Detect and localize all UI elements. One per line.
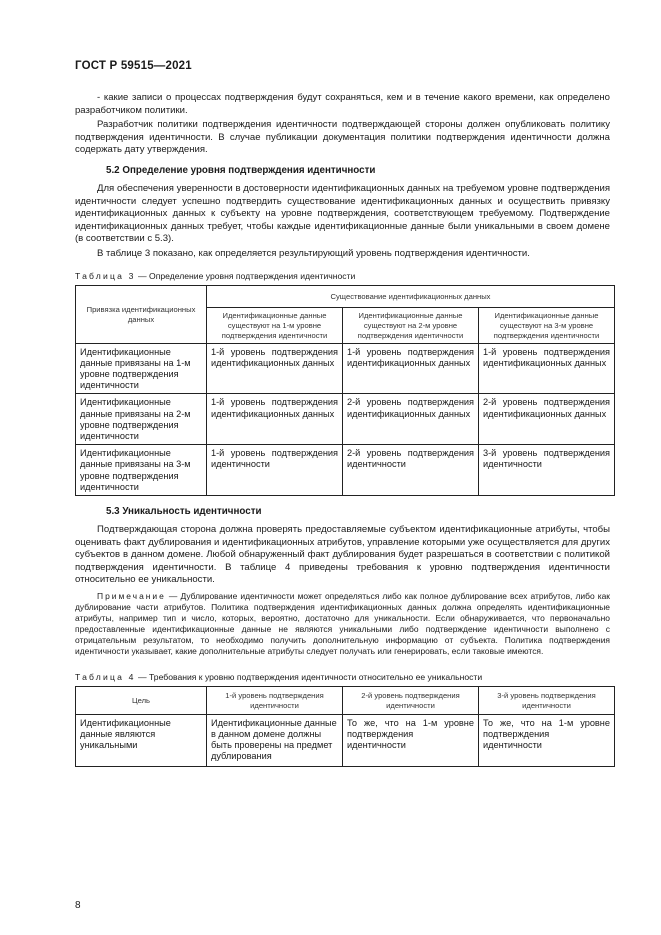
table-caption-label: Таблица 4 — [75, 671, 136, 682]
table-row — [76, 714, 615, 766]
page-number: 8 — [75, 900, 81, 911]
table-header-cell: Привязка идентификационных данных — [76, 285, 207, 343]
table-row-label: Идентификационные данные привязаны на 2-м уровне подтверждения идентичности — [76, 394, 207, 445]
table-row — [76, 445, 615, 496]
table-cell: Идентификационные данные в данном домене должны быть проверены на предмет дублирования — [207, 714, 343, 766]
table-cell: 1-й уровень подтверждения идентичности — [207, 445, 343, 496]
table-caption — [75, 672, 610, 682]
table-cell: 2-й уровень подтверждения идентификационных данных — [343, 394, 479, 445]
section-heading: 5.2 Определение уровня подтверждения идентичности — [106, 164, 376, 176]
table-header-cell: Идентификационные данные существуют на 1-м уровне подтверждения идентичности — [207, 307, 343, 343]
table-cell: 1-й уровень подтверждения идентификационных данных — [479, 343, 615, 394]
table-cell: 1-й уровень подтверждения идентификационных данных — [207, 394, 343, 445]
page-content — [75, 92, 610, 767]
paragraph: В таблице 3 показано, как определяется результирующий уровень подтверждения идентичности. — [97, 247, 530, 259]
table-header-cell: 2-й уровень подтверждения идентичности — [343, 686, 479, 714]
table-header-cell: 3-й уровень подтверждения идентичности — [479, 686, 615, 714]
table-header-cell: 1-й уровень подтверждения идентичности — [207, 686, 343, 714]
paragraph: - какие записи о процессах подтверждения будут сохраняться, кем и в течение какого времени, как определено разработчиком политики. — [75, 92, 610, 116]
table-cell: То же, что на 1-м уровне подтверждения идентичности — [479, 714, 615, 766]
section-heading: 5.3 Уникальность идентичности — [106, 505, 262, 517]
document-code: ГОСТ Р 59515—2021 — [75, 60, 192, 72]
note-paragraph — [75, 591, 610, 658]
table-cell: 2-й уровень подтверждения идентификационных данных — [479, 394, 615, 445]
table-header-cell: Идентификационные данные существуют на 2-м уровне подтверждения идентичности — [343, 307, 479, 343]
table-row-label: Идентификационные данные привязаны на 1-м уровне подтверждения идентичности — [76, 343, 207, 394]
table-row — [76, 343, 615, 394]
paragraph: Подтверждающая сторона должна проверять предоставляемые субъектом идентификационные атрибуты, чтобы оценивать факт дублирования и идентификационных атрибутов, управление которыми уже осуществляется для других субъектов в данном домене. Любой обнаруженный факт дублирования будет разрешаться в соответствии с политикой подтверждения идентичности. В таблице 4 приведены требования к уровню подтверждения идентичности относительно ее уникальности. — [75, 523, 610, 586]
table-cell: 1-й уровень подтверждения идентификационных данных — [207, 343, 343, 394]
table-row-label: Идентификационные данные привязаны на 3-м уровне подтверждения идентичности — [76, 445, 207, 496]
paragraph: Для обеспечения уверенности в достоверности идентификационных данных на требуемом уровне подтверждения идентичности следует успешно подтвердить существование идентификационных данных и осуществить привязку идентификационных данных к субъекту на уровне подтверждения, соответствующем требуемому. Подтверждение идентификационных данных требует, чтобы каждые идентификационные данные были уникальными в своем домене (в соответствии с 5.3). — [75, 182, 610, 245]
table-row — [76, 394, 615, 445]
table-caption — [75, 271, 610, 281]
table-header-cell: Существование идентификационных данных — [207, 285, 615, 307]
note-label: Примечание — [97, 590, 166, 601]
table-cell: То же, что на 1-м уровне подтверждения идентичности — [343, 714, 479, 766]
table-header-row — [76, 285, 615, 307]
table-caption-label: Таблица 3 — [75, 270, 136, 281]
table-cell: 1-й уровень подтверждения идентификационных данных — [343, 343, 479, 394]
paragraph: Разработчик политики подтверждения идентичности подтверждающей стороны должен опубликовать политику подтверждения идентичности. В случае публикации документация политики подтверждения идентичности должна содержать дату утверждения. — [75, 119, 610, 156]
table-caption-text: — Требования к уровню подтверждения идентичности относительно ее уникальности — [135, 671, 483, 682]
table-cell: 3-й уровень подтверждения идентичности — [479, 445, 615, 496]
table-header-cell: Цель — [76, 686, 207, 714]
table-3 — [75, 285, 615, 496]
table-cell: 2-й уровень подтверждения идентичности — [343, 445, 479, 496]
table-row-label: Идентификационные данные являются уникальными — [76, 714, 207, 766]
table-caption-text: — Определение уровня подтверждения идентичности — [135, 270, 356, 281]
table-4 — [75, 686, 615, 767]
table-header-row — [76, 686, 615, 714]
note-text: — Дублирование идентичности может определяться либо как полное дублирование всех атрибутов, либо как дублирование части атрибутов. Политика подтверждения идентификационных данных должна определять идентификационные атрибуты, например тип и число, которых, вероятно, достаточно для уникальности. Если обнаруживается, что первоначально предоставленные идентификационные данные не являются уникальными либо подтверждение идентичности выполнено с отрицательным результатом, то необходимо получить дополнительную информацию от субъекта. Политика подтверждения идентичности указывает, какие дополнительные атрибуты следует получать или генерировать, если таковые имеются. — [75, 590, 610, 657]
table-header-cell: Идентификационные данные существуют на 3-м уровне подтверждения идентичности — [479, 307, 615, 343]
